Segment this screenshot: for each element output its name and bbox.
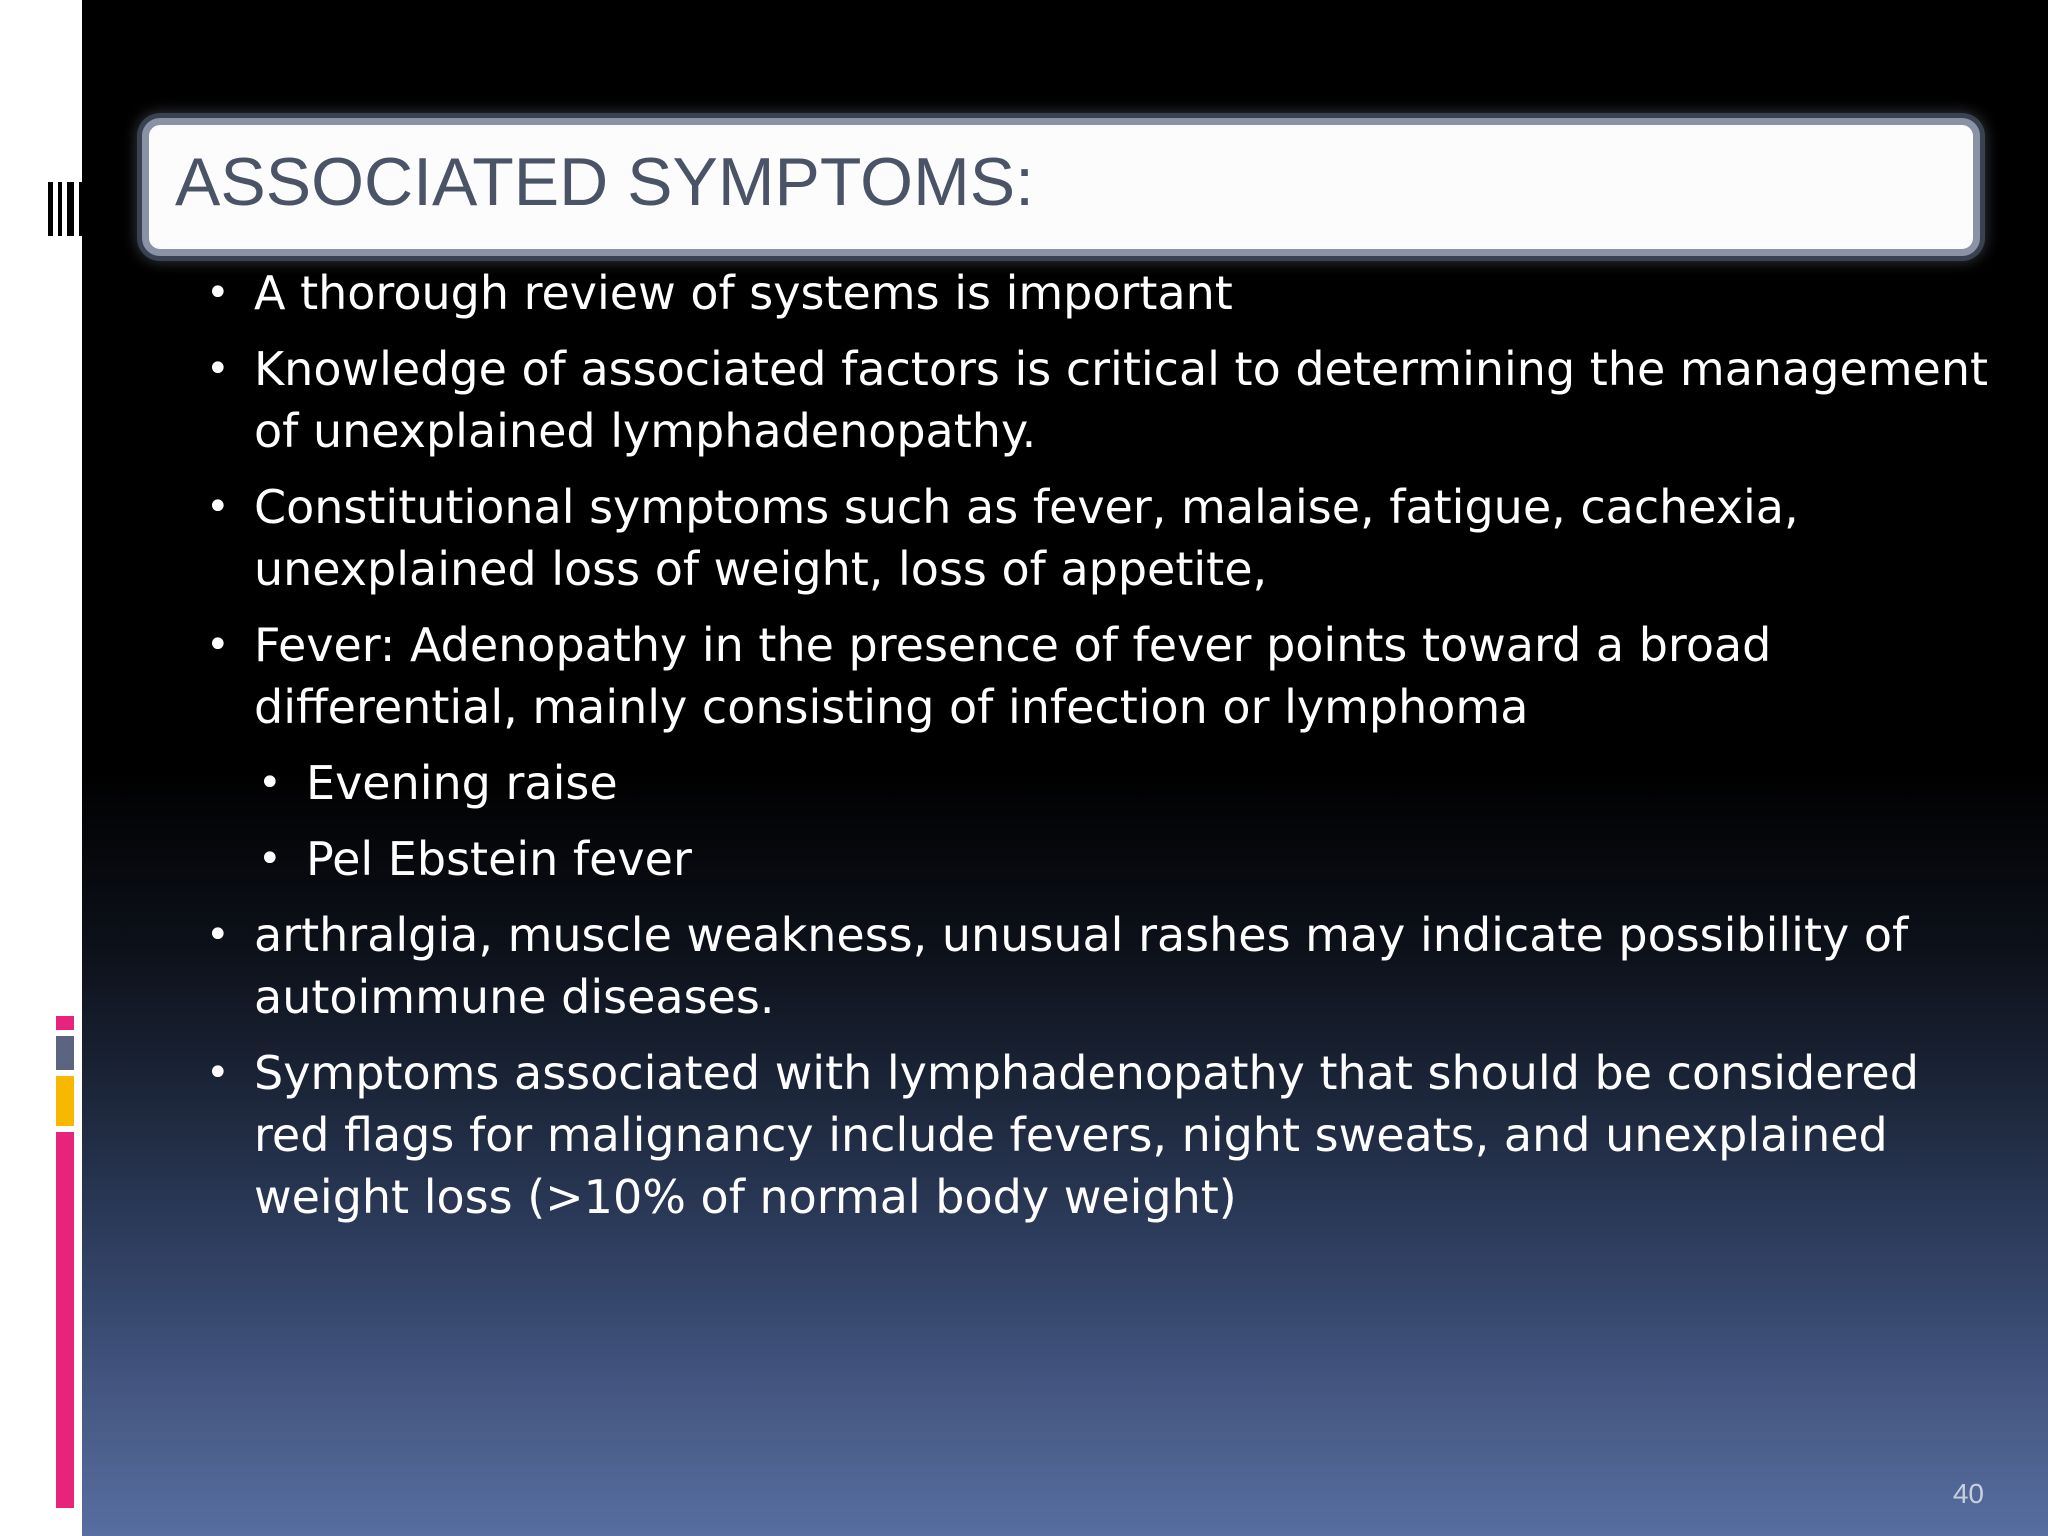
list-item-text: arthralgia, muscle weakness, unusual rashes may indicate possibility of autoimmune diseases.: [254, 908, 1909, 1024]
list-item: [82, 338, 1994, 462]
accent-bar-gray: [56, 1036, 74, 1070]
list-item-text: Symptoms associated with lymphadenopathy that should be considered red flags for malignancy include fevers, night sweats, and unexplained weight loss (>10% of normal body weight): [254, 1046, 1919, 1224]
accent-bar-pink-small: [56, 1016, 74, 1030]
list-item-text: A thorough review of systems is important: [254, 266, 1233, 320]
bullet-dot: •: [206, 622, 230, 668]
bullet-dot: •: [206, 484, 230, 530]
list-item-text: Fever: Adenopathy in the presence of fever points toward a broad differential, mainly consisting of infection or lymphoma: [254, 618, 1772, 734]
stripe: [67, 182, 74, 236]
list-item-text: Knowledge of associated factors is critical to determining the management of unexplained lymphadenopathy.: [254, 342, 1989, 458]
list-item: [82, 262, 1994, 324]
decorative-stripes: [48, 182, 82, 236]
list-item: [82, 476, 1994, 600]
list-item-text: Constitutional symptoms such as fever, malaise, fatigue, cachexia, unexplained loss of weight, loss of appetite,: [254, 480, 1799, 596]
sub-list-item: [82, 752, 1986, 814]
bullet-dot: •: [206, 346, 230, 392]
slide-title: ASSOCIATED SYMPTOMS:: [175, 144, 1034, 220]
bullet-dot: •: [206, 270, 230, 316]
title-box: [142, 118, 1980, 256]
list-item-text: Evening raise: [306, 756, 618, 810]
stripe: [48, 182, 53, 236]
list-item-text: Pel Ebstein fever: [306, 832, 692, 886]
slide-number: 40: [1952, 1478, 1984, 1509]
bullet-dot: •: [258, 836, 282, 882]
accent-bar-yellow: [56, 1076, 74, 1126]
bullet-dot: •: [206, 912, 230, 958]
bullet-dot: •: [258, 760, 282, 806]
sub-list-item: [82, 828, 1986, 890]
slide-canvas: [82, 0, 2048, 1536]
list-item: [82, 614, 1994, 738]
stripe: [58, 182, 62, 236]
list-item: [82, 904, 1994, 1028]
accent-bar-pink-long: [56, 1132, 74, 1508]
list-item: [82, 1042, 1994, 1228]
bullet-dot: •: [206, 1050, 230, 1096]
bullet-list: [82, 262, 2048, 1242]
